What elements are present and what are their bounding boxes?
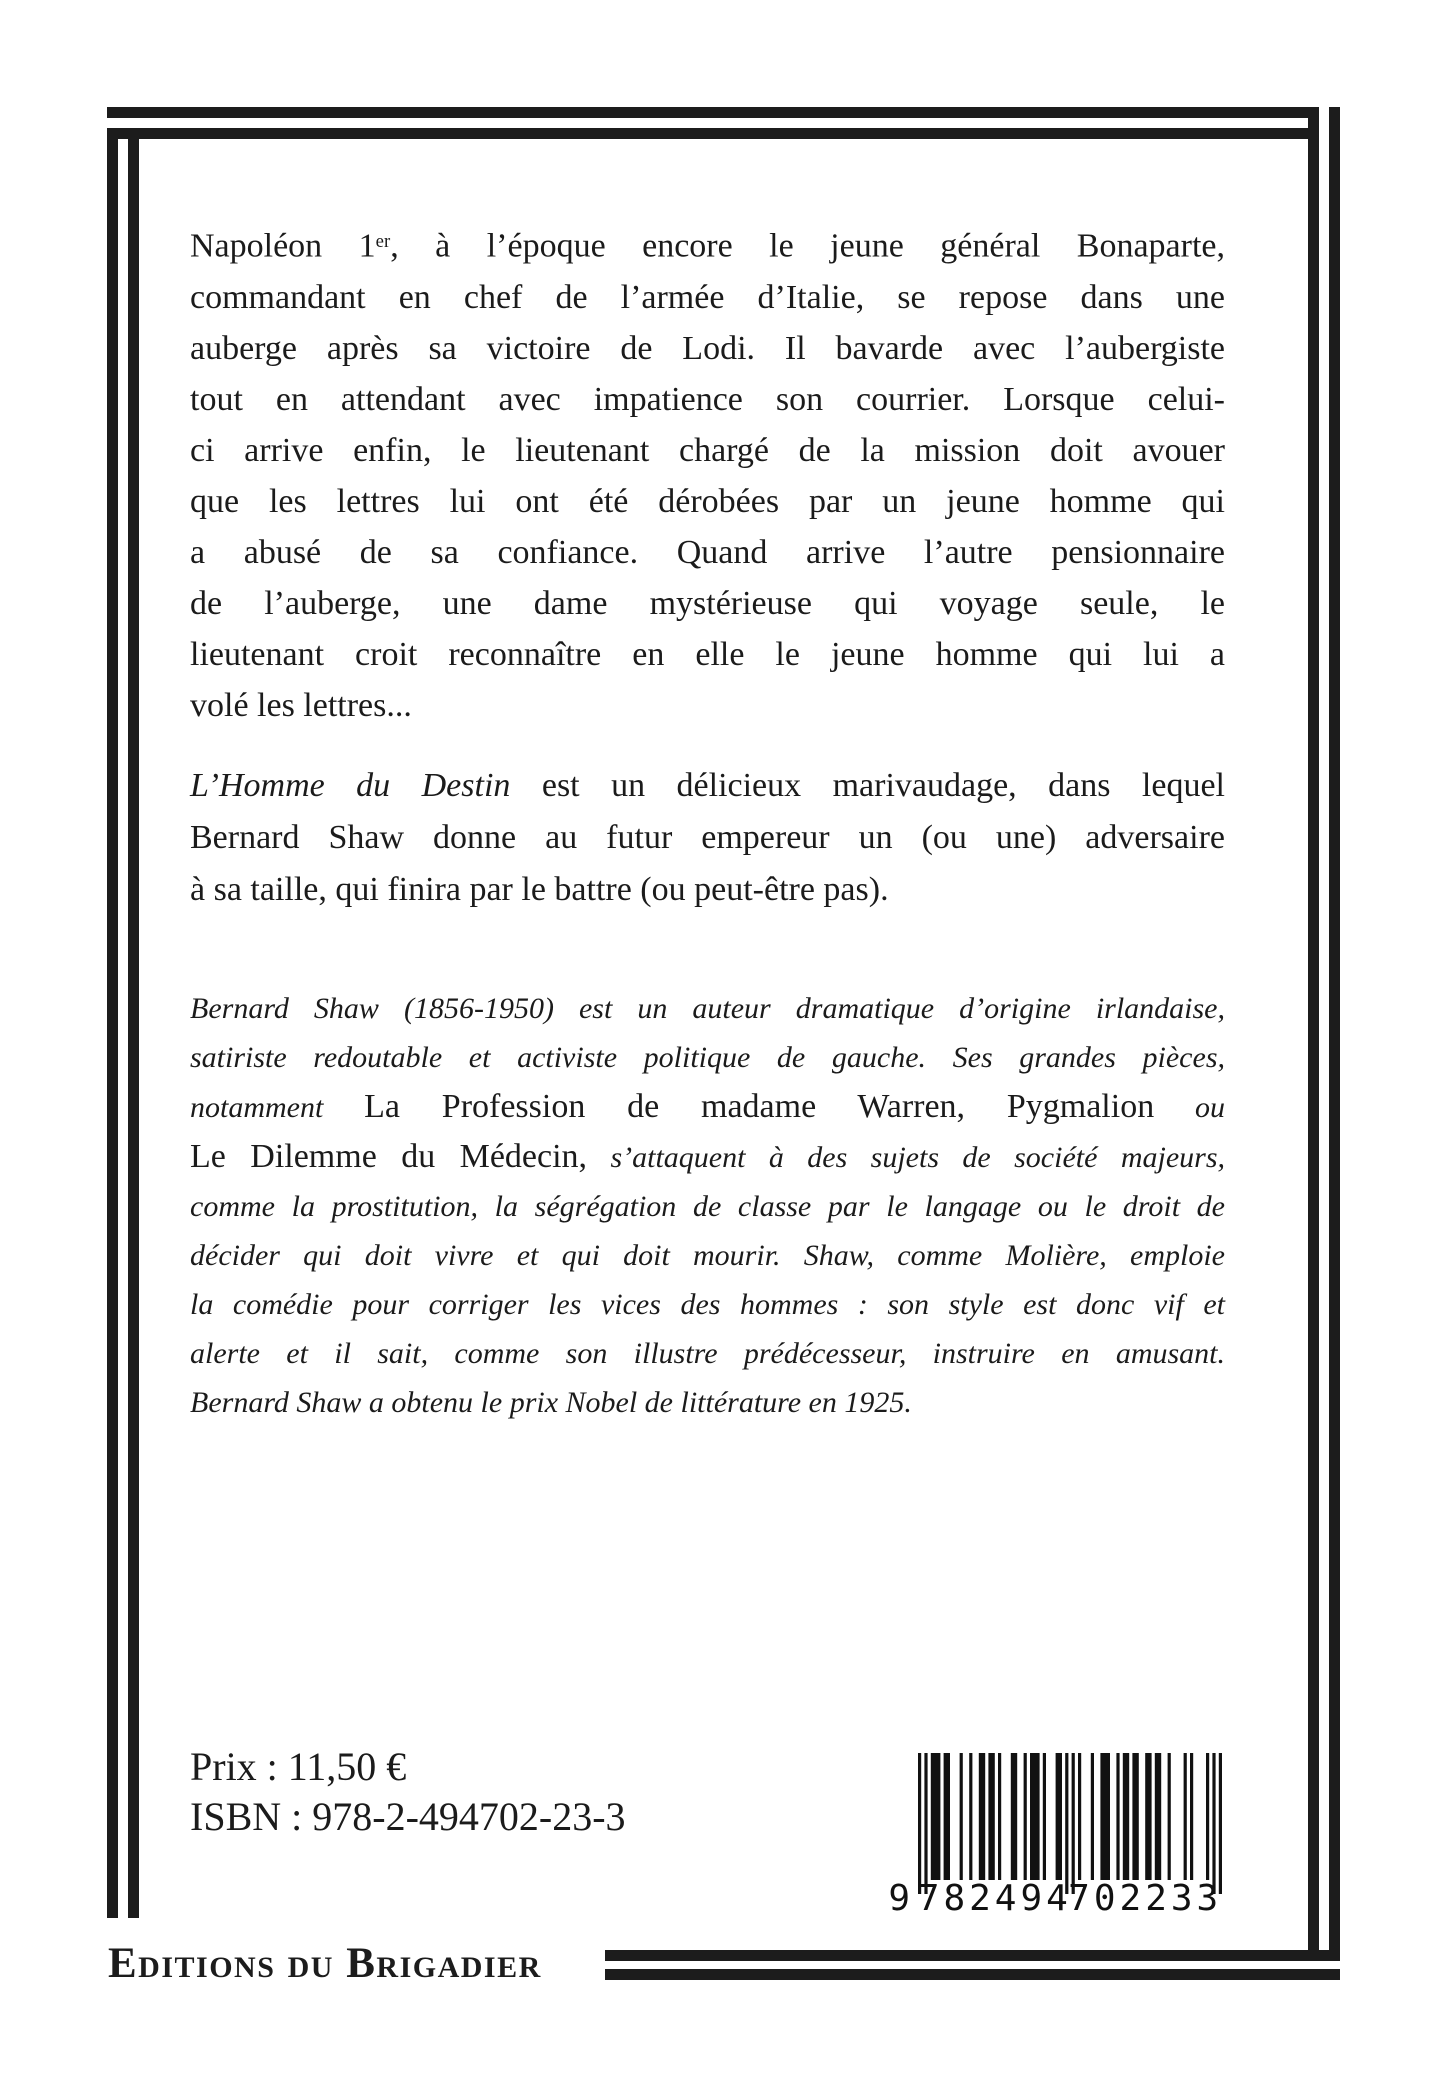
text-segment: Bernard Shaw (1856-1950) est un auteur dramatique d’origine irlandaise, [190, 991, 1225, 1025]
text-line [190, 984, 1225, 1033]
frame-rule-bottom-top [605, 1950, 1340, 1961]
text-segment: lieutenant croit reconnaître en elle le jeune homme qui lui a [190, 635, 1225, 673]
text-line [190, 1132, 1225, 1182]
text-segment: auberge après sa victoire de Lodi. Il bavarde avec l’aubergiste [190, 329, 1225, 367]
text-line [190, 1033, 1225, 1082]
text-line [190, 1378, 1225, 1427]
text-segment: de l’auberge, une dame mystérieuse qui voyage seule, le [190, 584, 1225, 622]
text-line [190, 476, 1225, 527]
price-label: Prix : 11,50 € [190, 1744, 407, 1789]
barcode-svg [886, 1753, 1232, 1915]
paragraph-pitch [190, 760, 1225, 916]
text-segment: s’attaquent à des sujets de société majeurs, [587, 1140, 1225, 1174]
text-line [190, 760, 1225, 812]
paragraph-synopsis [190, 216, 1225, 731]
text-segment: commandant en chef de l’armée d’Italie, se repose dans une [190, 278, 1225, 316]
text-segment: Napoléon 1 [190, 227, 376, 265]
frame-rule-right-outer [1329, 107, 1340, 1950]
text-line [190, 1231, 1225, 1280]
barcode-digit-first: 9 [888, 1878, 910, 1915]
text-segment: comme la prostitution, la ségrégation de classe par le langage ou le droit de [190, 1189, 1225, 1223]
text-segment: satiriste redoutable et activiste politique de gauche. Ses grandes pièces, [190, 1040, 1225, 1074]
text-line [190, 680, 1225, 731]
text-segment: ci arrive enfin, le lieutenant chargé de la mission doit avouer [190, 431, 1225, 469]
text-segment: notamment [190, 1090, 365, 1124]
text-segment: tout en attendant avec impatience son courrier. Lorsque celui- [190, 380, 1225, 418]
text-segment: er [375, 231, 391, 252]
text-segment: ou [1154, 1090, 1225, 1124]
frame-rule-right-inner [1308, 107, 1319, 1950]
text-line [190, 527, 1225, 578]
text-line [190, 812, 1225, 864]
text-segment: L’Homme du Destin [190, 766, 511, 804]
text-segment: Le Dilemme du Médecin, [190, 1137, 588, 1175]
text-line [190, 272, 1225, 323]
price-block [190, 1742, 626, 1842]
ean13-barcode [886, 1753, 1232, 1915]
text-segment: La Profession de madame Warren, Pygmalion [364, 1087, 1155, 1125]
text-segment: , à l’époque encore le jeune général Bonaparte, [390, 227, 1226, 265]
text-segment: est un délicieux marivaudage, dans lequel [510, 766, 1225, 804]
text-line [190, 1082, 1225, 1132]
text-segment: la comédie pour corriger les vices des hommes : son style est donc vif et [190, 1287, 1225, 1321]
text-segment: décider qui doit vivre et qui doit mourir. Shaw, comme Molière, emploie [190, 1238, 1225, 1272]
text-line [190, 1329, 1225, 1378]
text-segment: que les lettres lui ont été dérobées par un jeune homme qui [190, 482, 1225, 520]
barcode-digits-right: 702233 [1068, 1878, 1223, 1915]
text-line [190, 425, 1225, 476]
publisher-name: Editions du Brigadier [108, 1940, 542, 1987]
barcode-digits-left: 782494 [917, 1878, 1072, 1915]
text-line [190, 578, 1225, 629]
text-segment: a abusé de sa confiance. Quand arrive l’autre pensionnaire [190, 533, 1225, 571]
frame-rule-bottom-bottom [605, 1969, 1340, 1980]
text-segment: à sa taille, qui finira par le battre (ou peut-être pas). [190, 870, 889, 908]
text-line [190, 1182, 1225, 1231]
frame-rule-top-outer [107, 107, 1319, 118]
frame-rule-top-inner [107, 128, 1319, 139]
frame-rule-left-inner [128, 139, 139, 1918]
isbn-label: ISBN : 978-2-494702-23-3 [190, 1794, 626, 1839]
text-line [190, 629, 1225, 680]
back-cover-text [190, 216, 1225, 1427]
text-segment: Bernard Shaw donne au futur empereur un (ou une) adversaire [190, 818, 1225, 856]
text-line [190, 1280, 1225, 1329]
text-line [190, 323, 1225, 374]
paragraph-bio [190, 984, 1225, 1427]
text-segment: volé les lettres... [190, 686, 412, 724]
frame-rule-left-outer [107, 139, 118, 1918]
text-line [190, 216, 1225, 272]
text-line [190, 864, 1225, 916]
text-line [190, 374, 1225, 425]
text-segment: Bernard Shaw a obtenu le prix Nobel de littérature en 1925. [190, 1385, 912, 1419]
text-segment: alerte et il sait, comme son illustre prédécesseur, instruire en amusant. [190, 1336, 1225, 1370]
